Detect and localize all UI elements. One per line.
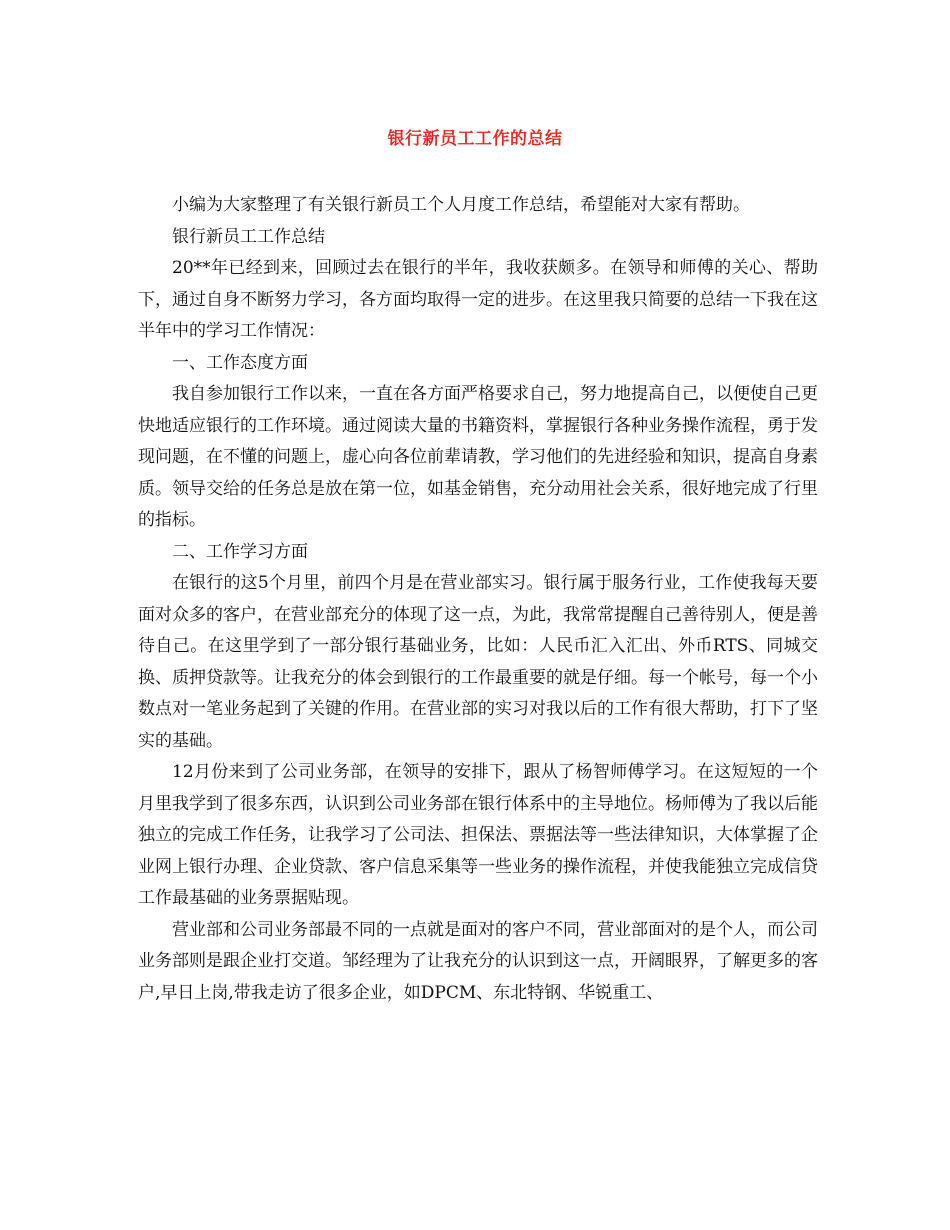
section-heading-study: 二、工作学习方面: [172, 541, 308, 562]
paragraph-subtitle: 银行新员工工作总结: [172, 226, 325, 247]
paragraph-business-office: 在银行的这5个月里，前四个月是在营业部实习。银行属于服务行业，工作使我每天要面对众多的客户，在营业部充分的体现了这一点，为此，我常常提醒自己善待别人，便是善待自己。在这里学到了一部分银行基础业务，比如：人民币汇入汇出、外币RTS、同城交换、质押贷款等。让我充分的体会到银行的工作最重要的就是仔细。每一个帐号，每一个小数点对一笔业务起到了关键的作用。在营业部的实习对我以后的工作有很大帮助，打下了坚实的基础。: [138, 573, 818, 751]
paragraph-intro: 小编为大家整理了有关银行新员工个人月度工作总结，希望能对大家有帮助。: [172, 195, 750, 215]
document-body: [138, 190, 818, 1009]
document-title: 银行新员工工作的总结: [387, 129, 563, 149]
section-heading-attitude: 一、工作态度方面: [172, 352, 308, 373]
paragraph-overview: 20**年已经到来，回顾过去在银行的半年，我收获颇多。在领导和师傅的关心、帮助下，通过自身不断努力学习，各方面均取得一定的进步。在这里我只简要的总结一下我在这半年中的学习工作情况：: [138, 258, 818, 341]
paragraph-differences: 营业部和公司业务部最不同的一点就是面对的客户不同，营业部面对的是个人，而公司业务部则是跟企业打交道。邹经理为了让我充分的认识到这一点，开阔眼界，了解更多的客户,早日上岗,带我走访了很多企业，如DPCM、东北特钢、华锐重工、: [138, 919, 818, 1003]
paragraph-attitude: 我自参加银行工作以来，一直在各方面严格要求自己，努力地提高自己，以便使自己更快地适应银行的工作环境。通过阅读大量的书籍资料，掌握银行各种业务操作流程，勇于发现问题，在不懂的问题上，虚心向各位前辈请教，学习他们的先进经验和知识，提高自身素质。领导交给的任务总是放在第一位，如基金销售，充分动用社会关系，很好地完成了行里的指标。: [138, 384, 818, 530]
paragraph-corporate-department: 12月份来到了公司业务部，在领导的安排下，跟从了杨智师傅学习。在这短短的一个月里我学到了很多东西，认识到公司业务部在银行体系中的主导地位。杨师傅为了我以后能独立的完成工作任务，让我学习了公司法、担保法、票据法等一些法律知识，大体掌握了企业网上银行办理、企业贷款、客户信息采集等一些业务的操作流程，并使我能独立完成信贷工作最基础的业务票据贴现。: [138, 762, 818, 908]
